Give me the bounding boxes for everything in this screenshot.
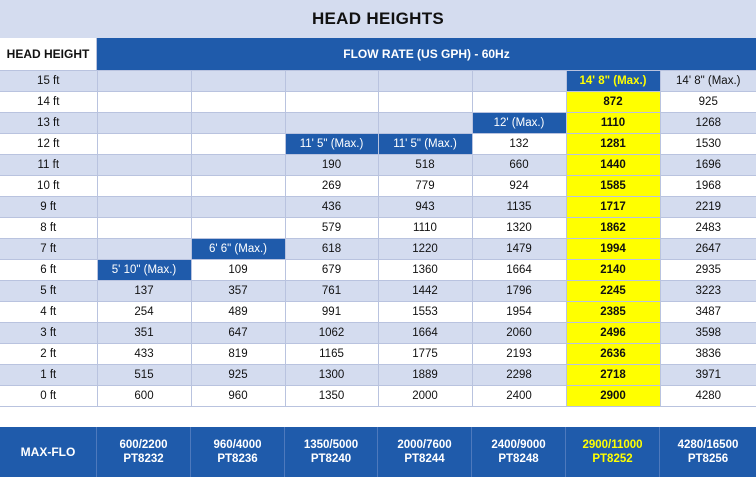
flow-cell bbox=[378, 92, 472, 113]
flow-cell: 1664 bbox=[472, 260, 566, 281]
model-footer bbox=[0, 427, 756, 477]
flow-cell: 600 bbox=[97, 386, 191, 407]
model-part-number: PT8244 bbox=[404, 453, 445, 465]
head-height-label: 6 ft bbox=[0, 260, 97, 281]
head-height-label: 9 ft bbox=[0, 197, 97, 218]
flow-cell: 3598 bbox=[660, 323, 756, 344]
flow-cell: 1268 bbox=[660, 113, 756, 134]
flow-cell: 1440 bbox=[566, 155, 660, 176]
model-flow: 1350/5000 bbox=[303, 439, 359, 451]
flow-cell: 1553 bbox=[378, 302, 472, 323]
model-flow: 2900/11000 bbox=[582, 439, 643, 451]
model-cell bbox=[191, 427, 285, 477]
flow-cell: 1220 bbox=[378, 239, 472, 260]
flow-cell: 991 bbox=[285, 302, 378, 323]
flow-cell: 1442 bbox=[378, 281, 472, 302]
model-part-number: PT8236 bbox=[217, 453, 258, 465]
flow-cell: 1320 bbox=[472, 218, 566, 239]
model-cell bbox=[285, 427, 378, 477]
flow-cell: 761 bbox=[285, 281, 378, 302]
head-height-label: 1 ft bbox=[0, 365, 97, 386]
model-flow: 960/4000 bbox=[213, 439, 262, 451]
flow-cell: 12' (Max.) bbox=[472, 113, 566, 134]
flow-cell: 11' 5" (Max.) bbox=[285, 134, 378, 155]
head-height-label: 10 ft bbox=[0, 176, 97, 197]
flow-cell: 779 bbox=[378, 176, 472, 197]
flow-cell bbox=[378, 113, 472, 134]
flow-cell: 647 bbox=[191, 323, 285, 344]
head-height-label: 12 ft bbox=[0, 134, 97, 155]
flow-cell bbox=[191, 134, 285, 155]
flow-cell: 819 bbox=[191, 344, 285, 365]
flow-cell: 2496 bbox=[566, 323, 660, 344]
flow-cell: 1717 bbox=[566, 197, 660, 218]
flow-cell: 3223 bbox=[660, 281, 756, 302]
flow-cell: 2718 bbox=[566, 365, 660, 386]
flow-cell: 925 bbox=[660, 92, 756, 113]
head-height-label: 8 ft bbox=[0, 218, 97, 239]
model-cell bbox=[378, 427, 472, 477]
table-row bbox=[0, 92, 756, 113]
model-cell bbox=[472, 427, 566, 477]
flow-cell bbox=[97, 155, 191, 176]
model-part-number: PT8248 bbox=[498, 453, 539, 465]
flow-cell: 579 bbox=[285, 218, 378, 239]
model-flow: 2000/7600 bbox=[397, 439, 452, 451]
flow-cell: 1696 bbox=[660, 155, 756, 176]
flow-cell: 11' 5" (Max.) bbox=[378, 134, 472, 155]
model-part-number: PT8232 bbox=[123, 453, 164, 465]
flow-cell: 1300 bbox=[285, 365, 378, 386]
model-flow: 4280/16500 bbox=[677, 439, 739, 451]
flow-cell bbox=[191, 218, 285, 239]
flow-cell: 436 bbox=[285, 197, 378, 218]
table-row bbox=[0, 281, 756, 302]
table-row bbox=[0, 365, 756, 386]
table-row bbox=[0, 71, 756, 92]
flow-cell bbox=[378, 71, 472, 92]
flow-cell bbox=[97, 134, 191, 155]
table-row bbox=[0, 302, 756, 323]
head-height-header: HEAD HEIGHT bbox=[0, 38, 97, 70]
table-row bbox=[0, 218, 756, 239]
flow-cell: 4280 bbox=[660, 386, 756, 407]
flow-cell bbox=[285, 92, 378, 113]
flow-cell: 960 bbox=[191, 386, 285, 407]
page-title: HEAD HEIGHTS bbox=[0, 0, 756, 38]
flow-cell: 3836 bbox=[660, 344, 756, 365]
flow-cell: 14' 8" (Max.) bbox=[660, 71, 756, 92]
model-cell bbox=[566, 427, 660, 477]
flow-cell bbox=[285, 113, 378, 134]
flow-cell bbox=[97, 71, 191, 92]
flow-cell bbox=[97, 176, 191, 197]
flow-cell: 489 bbox=[191, 302, 285, 323]
flow-cell bbox=[97, 197, 191, 218]
model-part-number: PT8252 bbox=[592, 453, 633, 465]
flow-cell: 924 bbox=[472, 176, 566, 197]
flow-cell: 2647 bbox=[660, 239, 756, 260]
flow-cell: 1585 bbox=[566, 176, 660, 197]
flow-cell bbox=[472, 92, 566, 113]
flow-cell: 2935 bbox=[660, 260, 756, 281]
flow-cell: 1281 bbox=[566, 134, 660, 155]
flow-cell bbox=[191, 113, 285, 134]
table-row bbox=[0, 323, 756, 344]
table-row bbox=[0, 113, 756, 134]
flow-cell: 872 bbox=[566, 92, 660, 113]
flow-cell: 618 bbox=[285, 239, 378, 260]
table-row bbox=[0, 197, 756, 218]
flow-cell: 660 bbox=[472, 155, 566, 176]
head-height-label: 3 ft bbox=[0, 323, 97, 344]
flow-cell: 14' 8" (Max.) bbox=[566, 71, 660, 92]
flow-cell: 518 bbox=[378, 155, 472, 176]
flow-cell: 109 bbox=[191, 260, 285, 281]
flow-cell: 925 bbox=[191, 365, 285, 386]
flow-cell: 1664 bbox=[378, 323, 472, 344]
head-height-label: 2 ft bbox=[0, 344, 97, 365]
flow-cell: 679 bbox=[285, 260, 378, 281]
flow-cell: 351 bbox=[97, 323, 191, 344]
flow-cell bbox=[191, 71, 285, 92]
flow-cell: 190 bbox=[285, 155, 378, 176]
flow-cell bbox=[472, 71, 566, 92]
head-height-table bbox=[0, 70, 756, 407]
flow-cell: 943 bbox=[378, 197, 472, 218]
flow-cell: 2636 bbox=[566, 344, 660, 365]
flow-cell: 1135 bbox=[472, 197, 566, 218]
head-height-label: 14 ft bbox=[0, 92, 97, 113]
flow-cell: 137 bbox=[97, 281, 191, 302]
flow-cell bbox=[97, 218, 191, 239]
flow-cell: 2060 bbox=[472, 323, 566, 344]
table-row bbox=[0, 260, 756, 281]
flow-cell: 3487 bbox=[660, 302, 756, 323]
flow-cell: 515 bbox=[97, 365, 191, 386]
flow-cell: 1968 bbox=[660, 176, 756, 197]
flow-cell: 1994 bbox=[566, 239, 660, 260]
head-height-label: 0 ft bbox=[0, 386, 97, 407]
flow-cell: 2298 bbox=[472, 365, 566, 386]
flow-cell: 1862 bbox=[566, 218, 660, 239]
flow-cell: 2000 bbox=[378, 386, 472, 407]
flow-cell: 1479 bbox=[472, 239, 566, 260]
model-flow: 600/2200 bbox=[119, 439, 168, 451]
flow-cell: 1889 bbox=[378, 365, 472, 386]
table-row bbox=[0, 134, 756, 155]
head-height-label: 7 ft bbox=[0, 239, 97, 260]
flow-cell: 5' 10" (Max.) bbox=[97, 260, 191, 281]
flow-cell bbox=[285, 71, 378, 92]
max-flo-label: MAX-FLO bbox=[0, 427, 97, 477]
flow-cell: 2193 bbox=[472, 344, 566, 365]
flow-cell: 2385 bbox=[566, 302, 660, 323]
flow-cell bbox=[97, 92, 191, 113]
head-height-label: 15 ft bbox=[0, 71, 97, 92]
table-row bbox=[0, 239, 756, 260]
flow-cell: 132 bbox=[472, 134, 566, 155]
flow-cell: 1110 bbox=[566, 113, 660, 134]
flow-cell: 2219 bbox=[660, 197, 756, 218]
flow-rate-header: FLOW RATE (US GPH) - 60Hz bbox=[97, 38, 756, 70]
flow-cell: 1110 bbox=[378, 218, 472, 239]
flow-cell bbox=[97, 239, 191, 260]
flow-cell: 1954 bbox=[472, 302, 566, 323]
flow-cell bbox=[191, 197, 285, 218]
table-row bbox=[0, 344, 756, 365]
head-height-label: 13 ft bbox=[0, 113, 97, 134]
flow-cell: 357 bbox=[191, 281, 285, 302]
model-part-number: PT8240 bbox=[310, 453, 352, 465]
flow-cell: 254 bbox=[97, 302, 191, 323]
flow-cell: 1796 bbox=[472, 281, 566, 302]
flow-cell: 269 bbox=[285, 176, 378, 197]
model-part-number: PT8256 bbox=[687, 453, 729, 465]
model-flow: 2400/9000 bbox=[491, 439, 546, 451]
flow-cell: 2483 bbox=[660, 218, 756, 239]
head-height-label: 5 ft bbox=[0, 281, 97, 302]
flow-cell: 1062 bbox=[285, 323, 378, 344]
table-row bbox=[0, 386, 756, 407]
table-row bbox=[0, 176, 756, 197]
model-cell bbox=[660, 427, 756, 477]
flow-cell bbox=[191, 155, 285, 176]
head-height-label: 4 ft bbox=[0, 302, 97, 323]
flow-cell: 1530 bbox=[660, 134, 756, 155]
flow-cell: 2900 bbox=[566, 386, 660, 407]
flow-cell: 6' 6" (Max.) bbox=[191, 239, 285, 260]
flow-cell bbox=[97, 113, 191, 134]
table-row bbox=[0, 155, 756, 176]
model-cell bbox=[97, 427, 191, 477]
flow-cell bbox=[191, 92, 285, 113]
flow-cell: 1775 bbox=[378, 344, 472, 365]
flow-cell: 2400 bbox=[472, 386, 566, 407]
flow-cell: 1165 bbox=[285, 344, 378, 365]
flow-cell: 3971 bbox=[660, 365, 756, 386]
flow-cell: 1360 bbox=[378, 260, 472, 281]
flow-cell: 433 bbox=[97, 344, 191, 365]
flow-cell bbox=[191, 176, 285, 197]
flow-cell: 2245 bbox=[566, 281, 660, 302]
flow-cell: 1350 bbox=[285, 386, 378, 407]
head-height-label: 11 ft bbox=[0, 155, 97, 176]
flow-cell: 2140 bbox=[566, 260, 660, 281]
